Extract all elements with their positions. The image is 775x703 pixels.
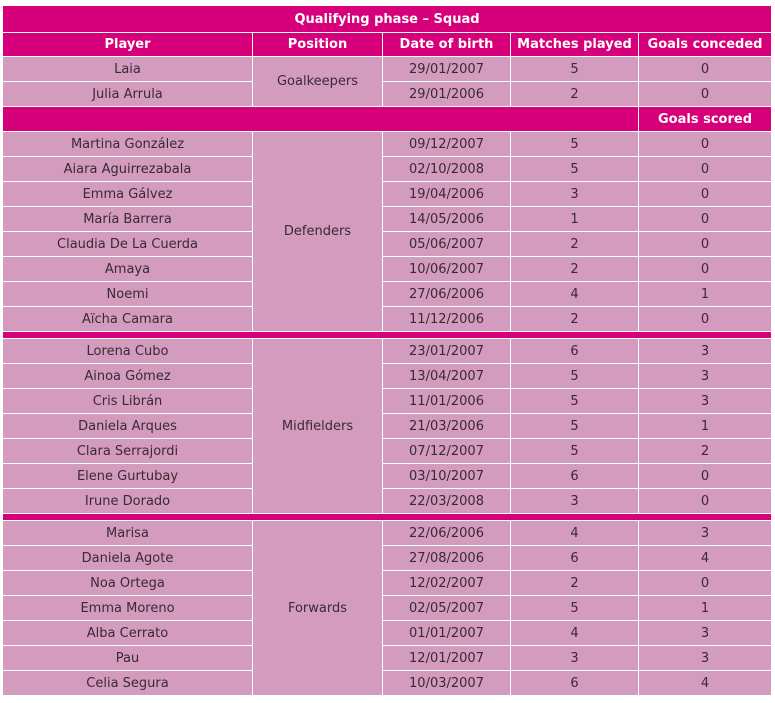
player-name: Daniela Arques	[3, 414, 253, 439]
table-row	[3, 82, 772, 107]
matches-played: 2	[511, 307, 639, 332]
player-name: Ainoa Gómez	[3, 364, 253, 389]
player-name: Clara Serrajordi	[3, 439, 253, 464]
matches-played: 6	[511, 339, 639, 364]
date-of-birth: 11/01/2006	[383, 389, 511, 414]
table-row	[3, 282, 772, 307]
table-row	[3, 671, 772, 696]
matches-played: 5	[511, 414, 639, 439]
table-row	[3, 414, 772, 439]
date-of-birth: 07/12/2007	[383, 439, 511, 464]
goals-value: 3	[639, 389, 772, 414]
date-of-birth: 21/03/2006	[383, 414, 511, 439]
goals-value: 0	[639, 489, 772, 514]
matches-played: 3	[511, 489, 639, 514]
date-of-birth: 01/01/2007	[383, 621, 511, 646]
table-row	[3, 546, 772, 571]
goals-value: 0	[639, 132, 772, 157]
table-row	[3, 339, 772, 364]
goals-value: 3	[639, 339, 772, 364]
table-row	[3, 182, 772, 207]
position-cell: Goalkeepers	[253, 57, 383, 107]
player-name: Noemi	[3, 282, 253, 307]
date-of-birth: 09/12/2007	[383, 132, 511, 157]
goals-value: 4	[639, 671, 772, 696]
matches-played: 3	[511, 182, 639, 207]
header-goals-scored: Goals scored	[639, 107, 772, 132]
date-of-birth: 10/03/2007	[383, 671, 511, 696]
date-of-birth: 22/03/2008	[383, 489, 511, 514]
table-row	[3, 364, 772, 389]
goals-value: 1	[639, 414, 772, 439]
matches-played: 3	[511, 646, 639, 671]
date-of-birth: 29/01/2007	[383, 57, 511, 82]
matches-played: 5	[511, 389, 639, 414]
goals-value: 0	[639, 307, 772, 332]
goals-value: 3	[639, 521, 772, 546]
matches-played: 5	[511, 157, 639, 182]
separator-cell	[3, 332, 772, 339]
player-name: Noa Ortega	[3, 571, 253, 596]
player-name: Celia Segura	[3, 671, 253, 696]
header-spacer	[3, 107, 639, 132]
table-row	[3, 439, 772, 464]
table-row	[3, 521, 772, 546]
table-row	[3, 621, 772, 646]
goals-value: 0	[639, 464, 772, 489]
date-of-birth: 27/06/2006	[383, 282, 511, 307]
date-of-birth: 13/04/2007	[383, 364, 511, 389]
matches-played: 2	[511, 82, 639, 107]
group-separator	[3, 332, 772, 339]
matches-played: 2	[511, 257, 639, 282]
matches-played: 5	[511, 596, 639, 621]
player-name: Amaya	[3, 257, 253, 282]
date-of-birth: 22/06/2006	[383, 521, 511, 546]
player-name: Emma Moreno	[3, 596, 253, 621]
goals-value: 2	[639, 439, 772, 464]
player-name: Irune Dorado	[3, 489, 253, 514]
date-of-birth: 27/08/2006	[383, 546, 511, 571]
player-name: Alba Cerrato	[3, 621, 253, 646]
player-name: María Barrera	[3, 207, 253, 232]
goals-value: 3	[639, 646, 772, 671]
matches-played: 6	[511, 546, 639, 571]
group-separator	[3, 514, 772, 521]
player-name: Marisa	[3, 521, 253, 546]
date-of-birth: 02/05/2007	[383, 596, 511, 621]
goals-scored-header-row	[3, 107, 772, 132]
header-matches-played: Matches played	[511, 33, 639, 57]
player-name: Martina González	[3, 132, 253, 157]
separator-cell	[3, 514, 772, 521]
table-row	[3, 232, 772, 257]
date-of-birth: 05/06/2007	[383, 232, 511, 257]
header-date-of-birth: Date of birth	[383, 33, 511, 57]
goals-value: 0	[639, 157, 772, 182]
table-row	[3, 132, 772, 157]
goals-value: 3	[639, 621, 772, 646]
player-name: Claudia De La Cuerda	[3, 232, 253, 257]
date-of-birth: 10/06/2007	[383, 257, 511, 282]
player-name: Laia	[3, 57, 253, 82]
player-name: Daniela Agote	[3, 546, 253, 571]
table-row	[3, 571, 772, 596]
position-cell: Defenders	[253, 132, 383, 332]
table-row	[3, 307, 772, 332]
player-name: Elene Gurtubay	[3, 464, 253, 489]
goals-value: 0	[639, 571, 772, 596]
date-of-birth: 14/05/2006	[383, 207, 511, 232]
header-player: Player	[3, 33, 253, 57]
goals-value: 0	[639, 182, 772, 207]
table-row	[3, 257, 772, 282]
goals-value: 0	[639, 57, 772, 82]
goals-value: 0	[639, 82, 772, 107]
goals-value: 0	[639, 232, 772, 257]
table-row	[3, 489, 772, 514]
table-row	[3, 596, 772, 621]
goals-value: 0	[639, 207, 772, 232]
table-row	[3, 646, 772, 671]
date-of-birth: 12/01/2007	[383, 646, 511, 671]
table-row	[3, 157, 772, 182]
table-title: Qualifying phase – Squad	[3, 6, 772, 33]
date-of-birth: 29/01/2006	[383, 82, 511, 107]
player-name: Julia Arrula	[3, 82, 253, 107]
table-row	[3, 207, 772, 232]
player-name: Cris Librán	[3, 389, 253, 414]
matches-played: 6	[511, 671, 639, 696]
player-name: Pau	[3, 646, 253, 671]
goals-value: 4	[639, 546, 772, 571]
matches-played: 4	[511, 521, 639, 546]
goals-value: 3	[639, 364, 772, 389]
goals-value: 1	[639, 282, 772, 307]
table-row	[3, 464, 772, 489]
date-of-birth: 12/02/2007	[383, 571, 511, 596]
position-cell: Midfielders	[253, 339, 383, 514]
position-cell: Forwards	[253, 521, 383, 696]
player-name: Aïcha Camara	[3, 307, 253, 332]
date-of-birth: 02/10/2008	[383, 157, 511, 182]
matches-played: 5	[511, 364, 639, 389]
table-row	[3, 389, 772, 414]
date-of-birth: 19/04/2006	[383, 182, 511, 207]
matches-played: 5	[511, 57, 639, 82]
goals-value: 0	[639, 257, 772, 282]
matches-played: 2	[511, 571, 639, 596]
matches-played: 5	[511, 439, 639, 464]
date-of-birth: 23/01/2007	[383, 339, 511, 364]
matches-played: 4	[511, 621, 639, 646]
header-goals-conceded: Goals conceded	[639, 33, 772, 57]
player-name: Aiara Aguirrezabala	[3, 157, 253, 182]
player-name: Emma Gálvez	[3, 182, 253, 207]
matches-played: 2	[511, 232, 639, 257]
squad-table	[2, 5, 772, 696]
goals-value: 1	[639, 596, 772, 621]
matches-played: 5	[511, 132, 639, 157]
date-of-birth: 11/12/2006	[383, 307, 511, 332]
matches-played: 6	[511, 464, 639, 489]
matches-played: 1	[511, 207, 639, 232]
header-position: Position	[253, 33, 383, 57]
table-row	[3, 57, 772, 82]
date-of-birth: 03/10/2007	[383, 464, 511, 489]
matches-played: 4	[511, 282, 639, 307]
player-name: Lorena Cubo	[3, 339, 253, 364]
